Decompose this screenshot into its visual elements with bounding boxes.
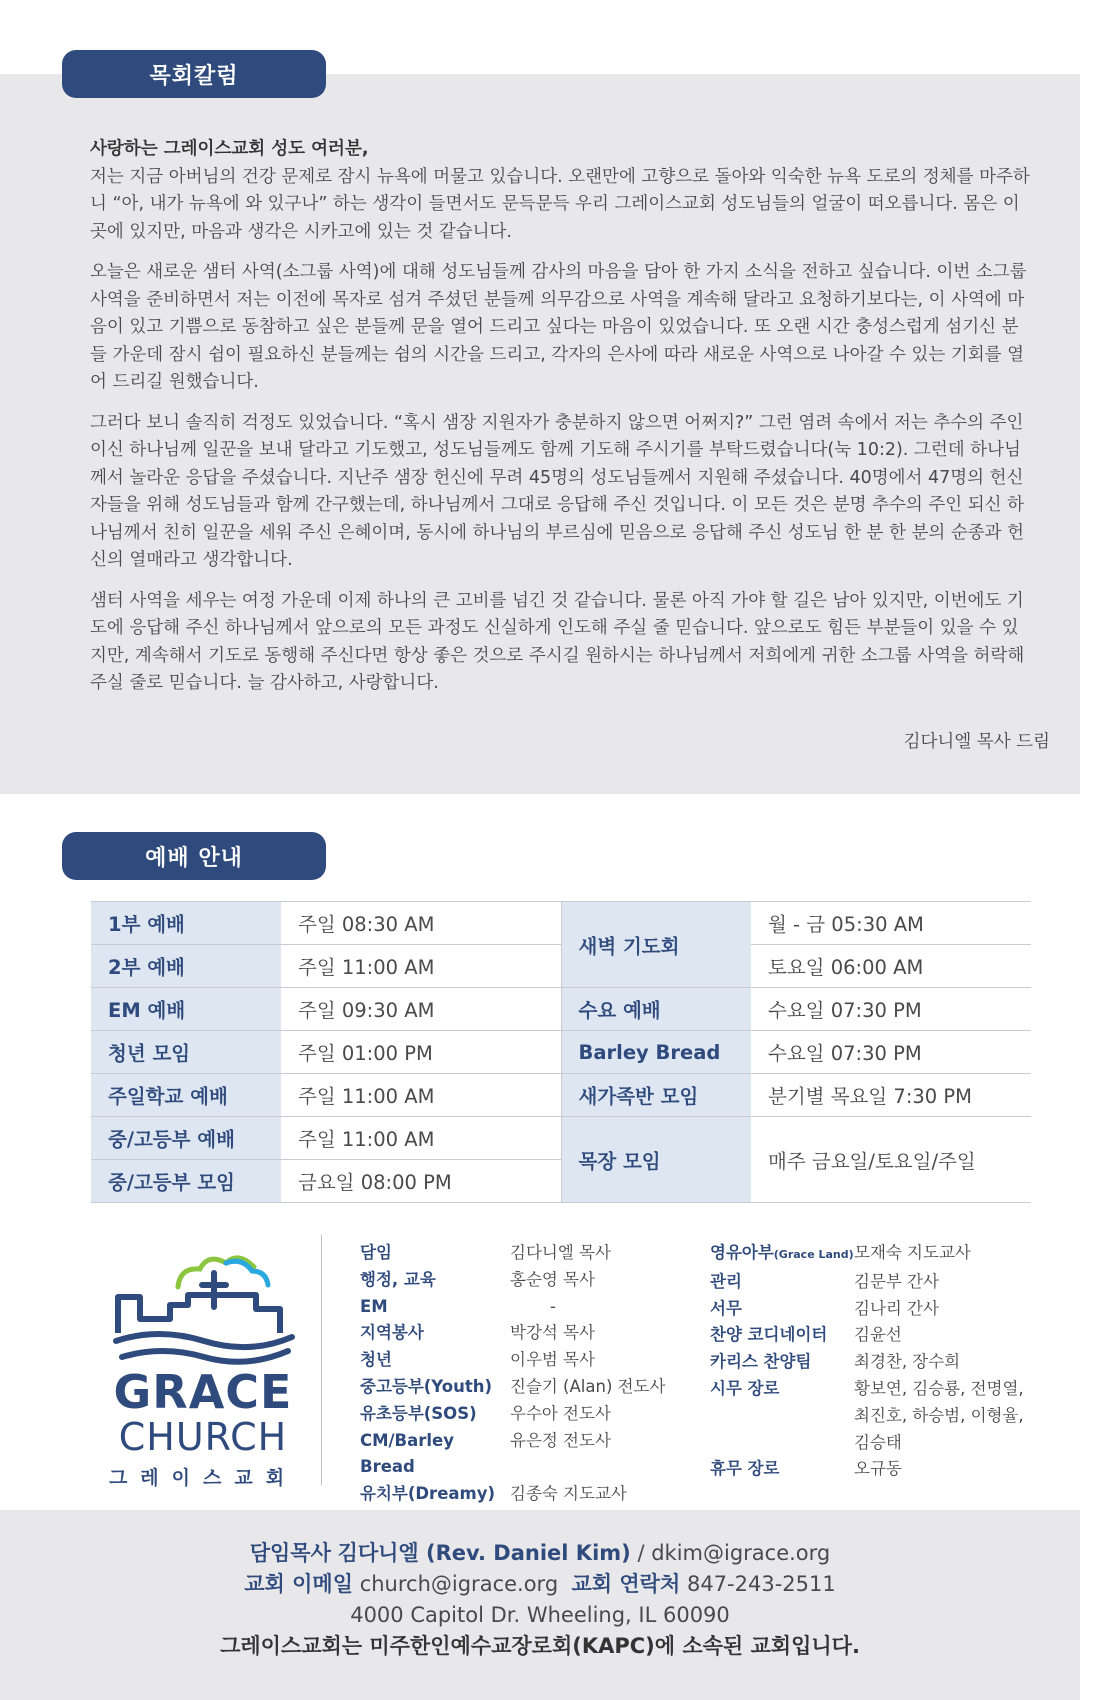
staff-role: 유치부(Dreamy) (360, 1484, 496, 1504)
column-greeting-paragraph (90, 136, 1030, 246)
staff-role-sub: (Grace Land) (773, 1248, 854, 1261)
section-title-pastor-column: 목회칼럼 (62, 50, 326, 98)
church-address: 4000 Capitol Dr. Wheeling, IL 60090 (350, 1603, 730, 1627)
staff-role: 행정, 교육 (360, 1269, 436, 1289)
staff-name: 김나리 간사 (854, 1298, 939, 1318)
service-label: 새벽 기도회 (561, 902, 751, 988)
staff-name: 김종숙 지도교사 (510, 1484, 627, 1504)
staff-role: 휴무 장로 (710, 1459, 780, 1479)
pastor-email-link[interactable]: / dkim@igrace.org (637, 1541, 831, 1565)
staff-list-left (360, 1240, 665, 1508)
service-time: 금요일 08:00 PM (281, 1160, 561, 1203)
list-item (710, 1269, 1024, 1296)
service-time: 주일 08:30 AM (281, 902, 561, 945)
service-label: 목장 모임 (561, 1117, 751, 1203)
elders-line: 황보연, 김승룡, 전명열, (854, 1378, 1024, 1398)
staff-name: 유은정 전도사 (510, 1430, 611, 1450)
service-label: 새가족반 모임 (561, 1074, 751, 1117)
staff-role: 중고등부(Youth) (360, 1376, 492, 1396)
service-time: 주일 11:00 AM (281, 945, 561, 988)
staff-role: 시무 장로 (710, 1378, 780, 1398)
service-label: 중/고등부 예배 (91, 1117, 281, 1160)
footer-pastor-line (0, 1538, 1080, 1569)
pastor-column-body (90, 136, 1030, 711)
table-row (91, 988, 1031, 1031)
staff-role: 관리 (710, 1271, 742, 1291)
email-label: 교회 이메일 (244, 1572, 354, 1596)
service-label: 주일학교 예배 (91, 1074, 281, 1117)
list-item (360, 1428, 665, 1482)
list-item (360, 1240, 665, 1267)
list-item (360, 1401, 665, 1428)
staff-name: 모재숙 지도교사 (854, 1243, 971, 1262)
staff-name: 오규동 (854, 1459, 902, 1479)
table-row (91, 1074, 1031, 1117)
list-item (360, 1294, 665, 1321)
staff-name: 진슬기 (Alan) 전도사 (510, 1376, 666, 1396)
list-item (710, 1376, 1024, 1456)
column-paragraph: 그러다 보니 솔직히 걱정도 있었습니다. “혹시 샘장 지원자가 충분하지 않으면 어쩌지?” 그런 염려 속에서 저는 추수의 주인이신 하나님께 일꾼을 보내 달라고 기도했고, 성도님들께도 함께 기도해 주시기를 부탁드렸습니다(눅 10:2). 그런데 하나님께서 놀라운 응답을 주셨습니다. 지난주 샘장 헌신에 무려 45명의 성도님들께서 지원해 주셨습니다. 40명에서 47명의 헌신자들을 위해 성도님들과 함께 간구했는데, 하나님께서 그대로 응답해 주신 것입니다. 이 모든 것은 분명 추수의 주인 되신 하나님께서 친히 일꾼을 세워 주신 은혜이며, 동시에 하나님의 부르심에 믿음으로 응답해 주신 성도님 한 분 한 분의 순종과 헌신의 열매라고 생각합니다. (90, 412, 1025, 570)
service-time: 주일 01:00 PM (281, 1031, 561, 1074)
staff-role: CM/Barley Bread (360, 1430, 455, 1477)
column-signature: 김다니엘 목사 드림 (903, 732, 1050, 752)
service-label: 중/고등부 모임 (91, 1160, 281, 1203)
staff-name: 우수아 전도사 (510, 1403, 611, 1423)
service-label: 청년 모임 (91, 1031, 281, 1074)
staff-name: 김윤선 (854, 1325, 902, 1345)
pastor-label: 담임목사 (249, 1541, 331, 1565)
list-item (710, 1322, 1024, 1349)
staff-name: 김다니엘 목사 (510, 1243, 611, 1262)
church-logo (108, 1245, 298, 1489)
table-row (91, 902, 1031, 945)
staff-role: 담임 (360, 1243, 392, 1262)
elders-line: 김승태 (854, 1432, 902, 1452)
list-item (710, 1296, 1024, 1323)
church-email-link[interactable]: church@igrace.org (359, 1572, 559, 1596)
list-item (360, 1347, 665, 1374)
service-label: 2부 예배 (91, 945, 281, 988)
logo-wordmark-korean: 그레이스교회 (108, 1467, 298, 1489)
logo-wordmark-grace: GRACE (113, 1365, 293, 1419)
service-time: 수요일 07:30 PM (751, 1031, 1031, 1074)
list-item (710, 1456, 1024, 1483)
column-paragraph: 저는 지금 아버님의 건강 문제로 잠시 뉴욕에 머물고 있습니다. 오랜만에 고향으로 돌아와 익숙한 뉴욕 도로의 정체를 마주하니 “아, 내가 뉴욕에 와 있구나” 하는 생각이 들면서도 문득문득 우리 그레이스교회 성도님들의 얼굴이 떠오릅니다. 몸은 이곳에 있지만, 마음과 생각은 시카고에 있는 것 같습니다. (90, 166, 1030, 242)
service-label: 1부 예배 (91, 902, 281, 945)
staff-divider (321, 1235, 322, 1485)
staff-name: - (550, 1296, 556, 1316)
footer-contact-line (0, 1569, 1080, 1600)
list-item (710, 1240, 1024, 1269)
church-phone[interactable]: 847-243-2511 (686, 1572, 836, 1596)
staff-role-main: 영유아부 (710, 1243, 774, 1262)
section-title-service-info: 예배 안내 (62, 832, 326, 880)
staff-role: EM (360, 1296, 388, 1316)
service-time: 월 - 금 05:30 AM (751, 902, 1031, 945)
service-time: 토요일 06:00 AM (751, 945, 1031, 988)
service-label: EM 예배 (91, 988, 281, 1031)
church-affiliation: 그레이스교회는 미주한인예수교장로회(KAPC)에 소속된 교회입니다. (220, 1634, 860, 1658)
staff-role: 지역봉사 (360, 1323, 424, 1343)
staff-name: 홍순영 목사 (510, 1269, 595, 1289)
service-label: 수요 예배 (561, 988, 751, 1031)
staff-role (710, 1240, 854, 1269)
service-schedule-table (91, 901, 1031, 1203)
staff-role: 유초등부(SOS) (360, 1403, 477, 1423)
logo-wordmark-church: CHURCH (118, 1415, 288, 1459)
service-label: Barley Bread (561, 1031, 751, 1074)
staff-name: 김문부 간사 (854, 1271, 939, 1291)
staff-role: 서무 (710, 1298, 742, 1318)
staff-name: 박강석 목사 (510, 1323, 595, 1343)
church-logo-mark-icon (108, 1245, 298, 1365)
staff-name (854, 1376, 1024, 1456)
service-time: 주일 11:00 AM (281, 1117, 561, 1160)
column-paragraph: 샘터 사역을 세우는 여정 가운데 이제 하나의 큰 고비를 넘긴 것 같습니다. 물론 아직 가야 할 길은 남아 있지만, 이번에도 기도에 응답해 주신 하나님께서 앞으로의 모든 과정도 신실하게 인도해 주실 줄 믿습니다. 앞으로도 힘든 부분들이 있을 수 있지만, 계속해서 기도로 동행해 주신다면 항상 좋은 것으로 주시길 원하시는 하나님께서 저희에게 귀한 소그룹 사역을 허락해 주실 줄로 믿습니다. 늘 감사하고, 사랑합니다. (90, 590, 1025, 693)
list-item (360, 1374, 665, 1401)
column-greeting: 사랑하는 그레이스교회 성도 여러분, (90, 139, 369, 159)
staff-role: 청년 (360, 1350, 392, 1370)
contact-footer (0, 1510, 1080, 1700)
service-time: 분기별 목요일 7:30 PM (751, 1074, 1031, 1117)
list-item (360, 1267, 665, 1294)
staff-name: 최경찬, 장수희 (854, 1352, 961, 1372)
list-item (360, 1320, 665, 1347)
column-paragraph: 오늘은 새로운 샘터 사역(소그룹 사역)에 대해 성도님들께 감사의 마음을 담아 한 가지 소식을 전하고 싶습니다. 이번 소그룹 사역을 준비하면서 저는 이전에 목자로 섬겨 주셨던 분들께 의무감으로 사역을 계속해 달라고 요청하기보다는, 이 사역에 마음이 있고 기쁨으로 동참하고 싶은 분들께 문을 열어 드리고 싶다는 마음이 있었습니다. 또 오랜 시간 충성스럽게 섬기신 분들 가운데 잠시 쉼이 필요하신 분들께는 쉼의 시간을 드리고, 각자의 은사에 따라 새로운 사역으로 나아갈 수 있는 기회를 열어 드리길 원했습니다. (90, 262, 1027, 392)
service-time: 수요일 07:30 PM (751, 988, 1031, 1031)
service-time: 매주 금요일/토요일/주일 (751, 1117, 1031, 1203)
elders-line: 최진호, 하승범, 이형율, (854, 1405, 1024, 1425)
service-time: 주일 09:30 AM (281, 988, 561, 1031)
table-row (91, 1031, 1031, 1074)
phone-label: 교회 연락처 (571, 1572, 681, 1596)
staff-role: 찬양 코디네이터 (710, 1325, 828, 1345)
list-item (710, 1349, 1024, 1376)
table-row (91, 1117, 1031, 1160)
staff-role: 카리스 찬양팀 (710, 1352, 812, 1372)
service-time: 주일 11:00 AM (281, 1074, 561, 1117)
staff-list-right (710, 1240, 1024, 1483)
pastor-name: 김다니엘 (Rev. Daniel Kim) (337, 1541, 631, 1565)
list-item (360, 1481, 665, 1508)
staff-name: 이우범 목사 (510, 1350, 595, 1370)
